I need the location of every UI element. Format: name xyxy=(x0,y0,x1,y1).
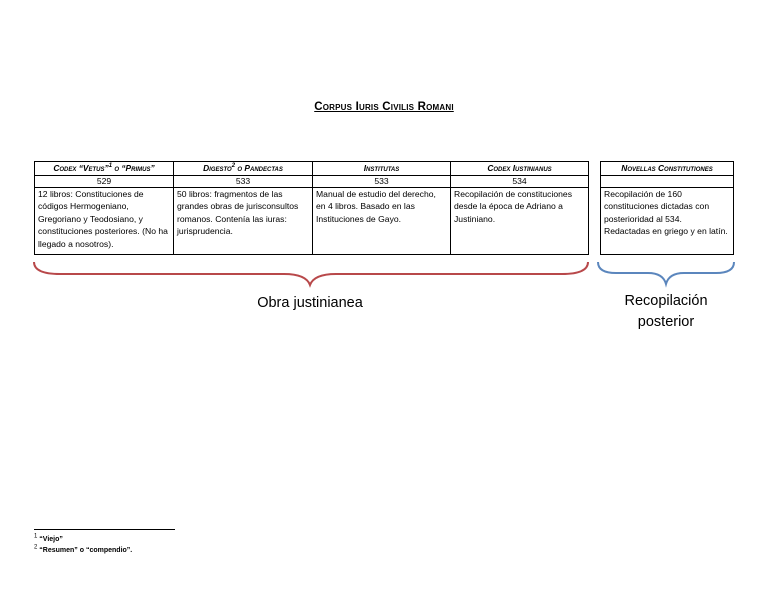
side-brace xyxy=(598,262,734,284)
header-codex-iustinianus: Codex Iustinianus xyxy=(451,162,589,176)
footnote-separator xyxy=(34,529,175,530)
footnote-1: $^1$ “Viejo” xyxy=(34,533,63,543)
footnote-2: $^2$ “Resumen” o “compendio”. xyxy=(34,544,133,554)
header-digesto: Digesto$^2$ o Pandectas xyxy=(174,162,313,176)
year-cell: 534 xyxy=(451,176,589,188)
year-cell: 533 xyxy=(174,176,313,188)
main-brace xyxy=(34,262,588,285)
header-novellas: Novellas Constitutiones xyxy=(601,162,734,176)
description-cell: 12 libros: Constituciones de códigos Hermogeniano, Gregoriano y Teodosiano, y constituciones posteriores. (No ha llegado a nosotros). xyxy=(35,188,174,255)
description-cell: Recopilación de 160 constituciones dictadas con posterioridad al 534. Redactadas en griego y en latín. xyxy=(601,188,734,255)
document-title: Corpus Iuris Civilis Romani xyxy=(314,101,454,113)
label-recopilacion-posterior: Recopilación posterior xyxy=(624,293,708,330)
header-codex-vetus: Codex “Vetus”$^1$ o “Primus” xyxy=(35,162,174,176)
label-obra-justinianea: Obra justinianea xyxy=(257,295,363,311)
header-institutas: Institutas xyxy=(313,162,451,176)
year-cell: 533 xyxy=(313,176,451,188)
description-cell: Recopilación de constituciones desde la época de Adriano a Justiniano. xyxy=(451,188,589,255)
description-cell: Manual de estudio del derecho, en 4 libros. Basado en las Instituciones de Gayo. xyxy=(313,188,451,255)
description-cell: 50 libros: fragmentos de las grandes obras de jurisconsultos romanos. Contenía las iuras: jurisprudencia. xyxy=(174,188,313,255)
year-cell: 529 xyxy=(35,176,174,188)
